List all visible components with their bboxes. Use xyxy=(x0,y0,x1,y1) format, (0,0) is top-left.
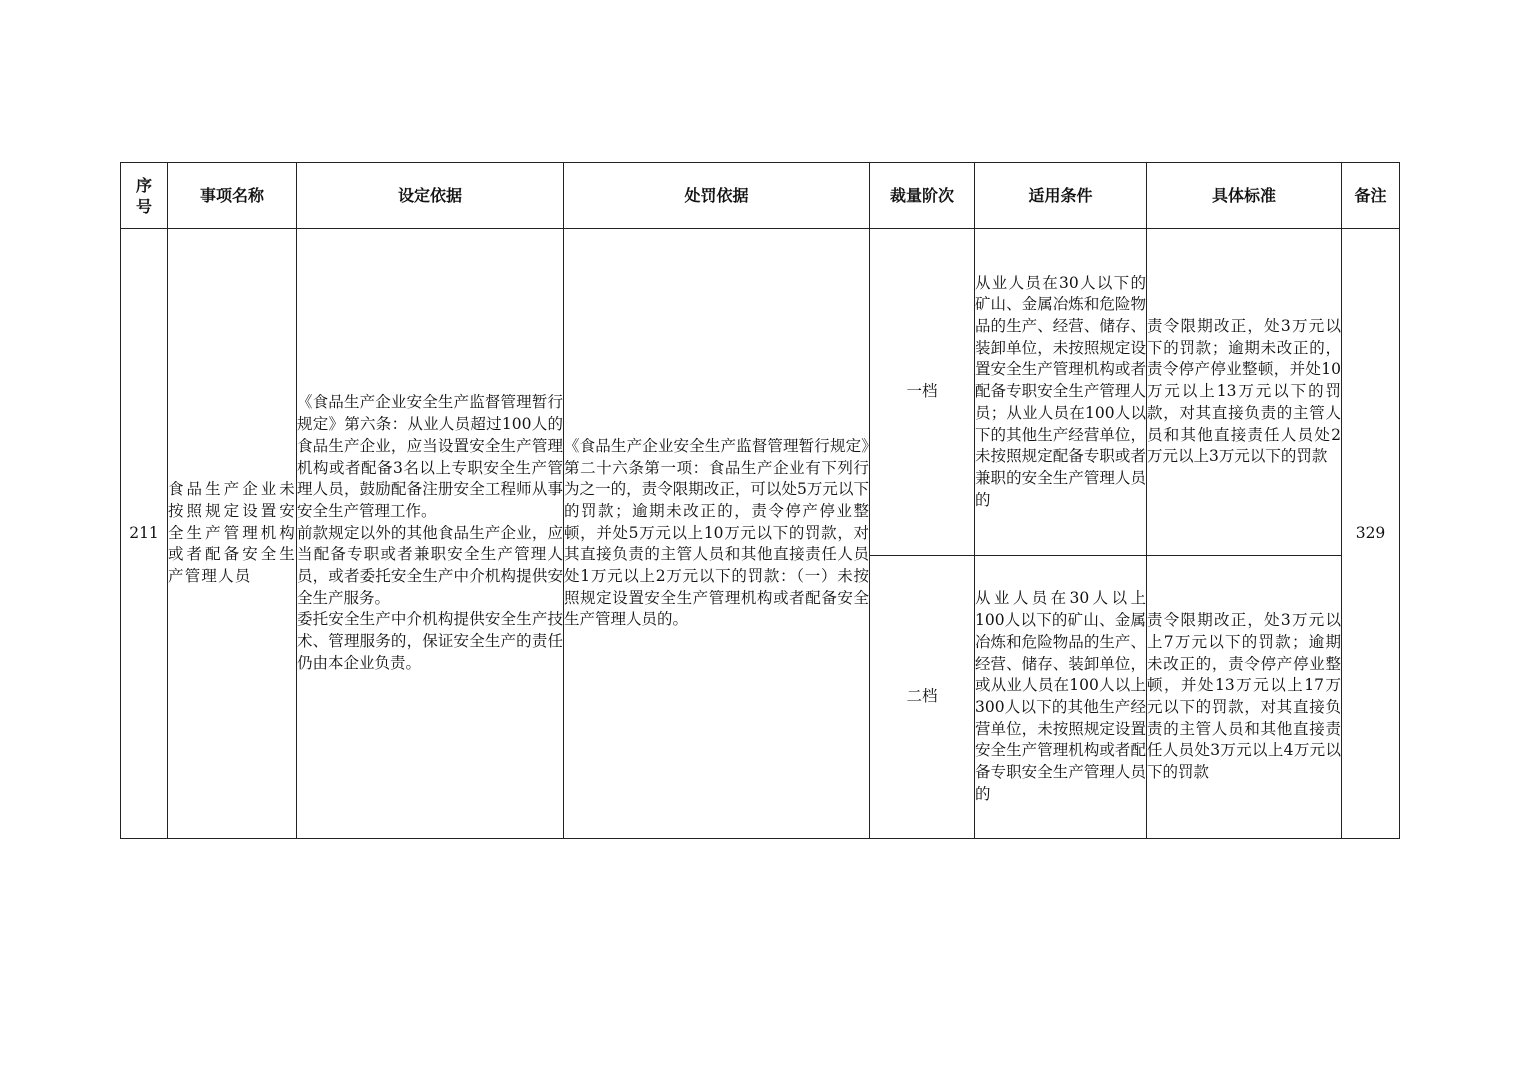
table-row xyxy=(121,229,1400,556)
cell-standard-2: 责令限期改正，处3万元以上7万元以下的罚款；逾期未改正的，责令停产停业整顿，并处13万元以上17万元以下的罚款，对其直接负责的主管人员和其他直接责任人员处3万元以上4万元以下的罚款 xyxy=(1147,556,1342,839)
cell-condition-1: 从业人员在30人以下的矿山、金属冶炼和危险物品的生产、经营、储存、装卸单位，未按照规定设置安全生产管理机构或者配备专职安全生产管理人员；从业人员在100人以下的其他生产经营单位，未按照规定配备专职或者兼职的安全生产管理人员的 xyxy=(975,229,1147,556)
setting-basis-para-1: 《食品生产企业安全生产监督管理暂行规定》第六条：从业人员超过100人的食品生产企业，应当设置安全生产管理机构或者配备3名以上专职安全生产管理人员，鼓励配备注册安全工程师从事安全生产管理工作。 xyxy=(297,393,563,520)
header-row xyxy=(121,163,1400,229)
cell-item-name: 食品生产企业未按照规定设置安全生产管理机构或者配备安全生产管理人员 xyxy=(168,229,297,839)
setting-basis-para-2: 前款规定以外的其他食品生产企业，应当配备专职或者兼职安全生产管理人员，或者委托安全生产中介机构提供安全生产服务。 xyxy=(297,523,563,607)
header-remark: 备注 xyxy=(1342,163,1400,229)
header-penalty-basis: 处罚依据 xyxy=(564,163,870,229)
setting-basis-para-3: 委托安全生产中介机构提供安全生产技术、管理服务的，保证安全生产的责任仍由本企业负责。 xyxy=(297,610,563,672)
header-condition: 适用条件 xyxy=(975,163,1147,229)
cell-remark: 329 xyxy=(1342,229,1400,839)
cell-level-1: 一档 xyxy=(870,229,975,556)
cell-level-2: 二档 xyxy=(870,556,975,839)
penalty-table xyxy=(120,162,1400,839)
cell-standard-1: 责令限期改正，处3万元以下的罚款；逾期未改正的，责令停产停业整顿，并处10万元以上13万元以下的罚款，对其直接负责的主管人员和其他直接责任人员处2万元以上3万元以下的罚款 xyxy=(1147,229,1342,556)
cell-penalty-basis: 《食品生产企业安全生产监督管理暂行规定》第二十六条第一项：食品生产企业有下列行为之一的，责令限期改正，可以处5万元以下的罚款；逾期未改正的，责令停产停业整顿，并处5万元以上10万元以下的罚款，对其直接负责的主管人员和其他直接责任人员处1万元以上2万元以下的罚款：（一）未按照规定设置安全生产管理机构或者配备安全生产管理人员的。 xyxy=(564,229,870,839)
cell-seq: 211 xyxy=(121,229,168,839)
header-standard: 具体标准 xyxy=(1147,163,1342,229)
header-level: 裁量阶次 xyxy=(870,163,975,229)
cell-setting-basis xyxy=(297,229,564,839)
cell-condition-2: 从业人员在30人以上100人以下的矿山、金属冶炼和危险物品的生产、经营、储存、装卸单位，或从业人员在100人以上300人以下的其他生产经营单位，未按照规定设置安全生产管理机构或者配备专职安全生产管理人员的 xyxy=(975,556,1147,839)
header-seq: 序号 xyxy=(121,163,168,229)
header-setting-basis: 设定依据 xyxy=(297,163,564,229)
header-item: 事项名称 xyxy=(168,163,297,229)
